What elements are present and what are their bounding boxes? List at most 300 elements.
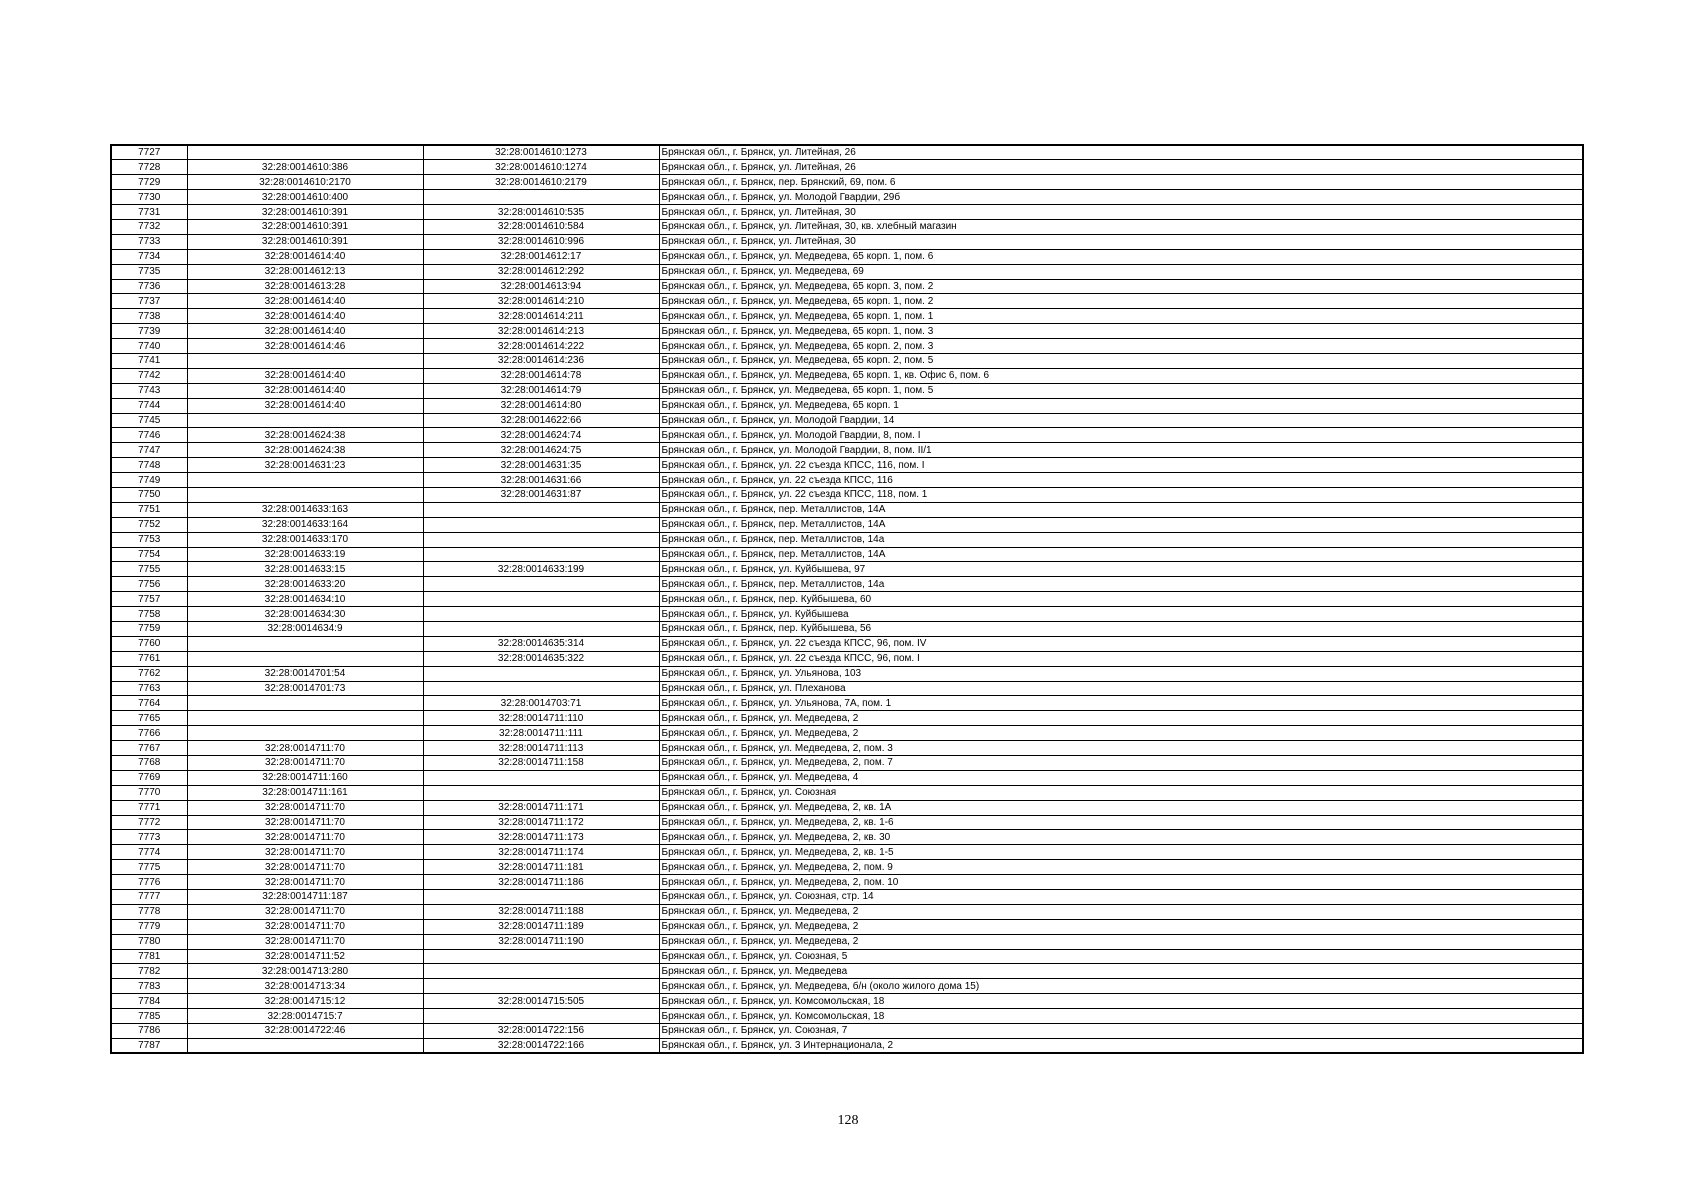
address-cell: Брянская обл., г. Брянск, ул. Медведева, б/н (около жилого дома 15): [659, 979, 1583, 994]
page-number: 128: [837, 1113, 859, 1128]
address-cell: Брянская обл., г. Брянск, ул. Литейная, 30: [659, 205, 1583, 220]
address-cell: Брянская обл., г. Брянск, ул. 22 съезда КПСС, 96, пом. IV: [659, 636, 1583, 651]
row-number-cell: 7777: [111, 890, 187, 905]
table-row: [111, 339, 1583, 354]
address-cell: Брянская обл., г. Брянск, ул. Молодой Гвардии, 14: [659, 413, 1583, 428]
table-row: [111, 458, 1583, 473]
address-cell: Брянская обл., г. Брянск, ул. Молодой Гвардии, 8, пом. I: [659, 428, 1583, 443]
row-number-cell: 7736: [111, 279, 187, 294]
building-cadastral-number-cell: 32:28:0014711:171: [423, 800, 659, 815]
table-row: [111, 875, 1583, 890]
building-cadastral-number-cell: 32:28:0014610:1274: [423, 160, 659, 175]
address-cell: Брянская обл., г. Брянск, ул. 22 съезда КПСС, 116: [659, 473, 1583, 488]
building-cadastral-number-cell: 32:28:0014610:996: [423, 234, 659, 249]
land-cadastral-number-cell: [187, 696, 423, 711]
table-row: [111, 815, 1583, 830]
land-cadastral-number-cell: [187, 353, 423, 368]
table-row: [111, 264, 1583, 279]
row-number-cell: 7762: [111, 666, 187, 681]
table-row: [111, 473, 1583, 488]
building-cadastral-number-cell: 32:28:0014614:210: [423, 294, 659, 309]
land-cadastral-number-cell: 32:28:0014711:70: [187, 875, 423, 890]
building-cadastral-number-cell: 32:28:0014631:35: [423, 458, 659, 473]
table-row: [111, 577, 1583, 592]
building-cadastral-number-cell: 32:28:0014711:190: [423, 934, 659, 949]
row-number-cell: 7752: [111, 517, 187, 532]
land-cadastral-number-cell: 32:28:0014633:20: [187, 577, 423, 592]
land-cadastral-number-cell: 32:28:0014711:70: [187, 845, 423, 860]
row-number-cell: 7763: [111, 681, 187, 696]
table-row: [111, 890, 1583, 905]
table-row: [111, 353, 1583, 368]
row-number-cell: 7728: [111, 160, 187, 175]
table-row: [111, 1009, 1583, 1024]
row-number-cell: 7730: [111, 190, 187, 205]
table-row: [111, 770, 1583, 785]
land-cadastral-number-cell: 32:28:0014711:187: [187, 890, 423, 905]
table-row: [111, 919, 1583, 934]
building-cadastral-number-cell: [423, 517, 659, 532]
land-cadastral-number-cell: 32:28:0014614:40: [187, 368, 423, 383]
building-cadastral-number-cell: [423, 190, 659, 205]
row-number-cell: 7781: [111, 949, 187, 964]
land-cadastral-number-cell: 32:28:0014614:46: [187, 339, 423, 354]
building-cadastral-number-cell: [423, 502, 659, 517]
table-row: [111, 368, 1583, 383]
building-cadastral-number-cell: [423, 770, 659, 785]
address-cell: Брянская обл., г. Брянск, ул. Медведева, 2, кв. 30: [659, 830, 1583, 845]
address-cell: Брянская обл., г. Брянск, ул. Медведева, 2, кв. 1-6: [659, 815, 1583, 830]
land-cadastral-number-cell: 32:28:0014711:70: [187, 756, 423, 771]
land-cadastral-number-cell: 32:28:0014711:70: [187, 919, 423, 934]
land-cadastral-number-cell: 32:28:0014610:386: [187, 160, 423, 175]
building-cadastral-number-cell: 32:28:0014610:2179: [423, 175, 659, 190]
table-row: [111, 398, 1583, 413]
table-row: [111, 487, 1583, 502]
building-cadastral-number-cell: [423, 607, 659, 622]
row-number-cell: 7744: [111, 398, 187, 413]
table-row: [111, 562, 1583, 577]
row-number-cell: 7765: [111, 711, 187, 726]
land-cadastral-number-cell: [187, 487, 423, 502]
row-number-cell: 7754: [111, 547, 187, 562]
land-cadastral-number-cell: 32:28:0014633:163: [187, 502, 423, 517]
building-cadastral-number-cell: [423, 681, 659, 696]
land-cadastral-number-cell: 32:28:0014624:38: [187, 428, 423, 443]
table-row: [111, 532, 1583, 547]
row-number-cell: 7737: [111, 294, 187, 309]
table-row: [111, 651, 1583, 666]
building-cadastral-number-cell: [423, 890, 659, 905]
table-row: [111, 711, 1583, 726]
building-cadastral-number-cell: [423, 547, 659, 562]
address-cell: Брянская обл., г. Брянск, ул. Медведева, 65 корп. 1: [659, 398, 1583, 413]
row-number-cell: 7787: [111, 1038, 187, 1053]
address-cell: Брянская обл., г. Брянск, ул. Куйбышева, 97: [659, 562, 1583, 577]
building-cadastral-number-cell: [423, 532, 659, 547]
address-cell: Брянская обл., г. Брянск, ул. Литейная, 30, кв. хлебный магазин: [659, 219, 1583, 234]
land-cadastral-number-cell: 32:28:0014711:70: [187, 860, 423, 875]
building-cadastral-number-cell: 32:28:0014711:174: [423, 845, 659, 860]
row-number-cell: 7756: [111, 577, 187, 592]
table-row: [111, 979, 1583, 994]
table-row: [111, 845, 1583, 860]
land-cadastral-number-cell: 32:28:0014701:73: [187, 681, 423, 696]
address-cell: Брянская обл., г. Брянск, ул. Медведева, 65 корп. 1, пом. 1: [659, 309, 1583, 324]
row-number-cell: 7757: [111, 592, 187, 607]
table-row: [111, 756, 1583, 771]
land-cadastral-number-cell: 32:28:0014711:70: [187, 934, 423, 949]
land-cadastral-number-cell: 32:28:0014711:70: [187, 815, 423, 830]
table-row: [111, 696, 1583, 711]
table-row: [111, 592, 1583, 607]
table-row: [111, 726, 1583, 741]
address-cell: Брянская обл., г. Брянск, ул. 3 Интернационала, 2: [659, 1038, 1583, 1053]
land-cadastral-number-cell: 32:28:0014610:391: [187, 234, 423, 249]
building-cadastral-number-cell: 32:28:0014722:166: [423, 1038, 659, 1053]
building-cadastral-number-cell: 32:28:0014715:505: [423, 994, 659, 1009]
row-number-cell: 7743: [111, 383, 187, 398]
land-cadastral-number-cell: 32:28:0014711:161: [187, 785, 423, 800]
table-row: [111, 428, 1583, 443]
land-cadastral-number-cell: [187, 1038, 423, 1053]
table-row: [111, 830, 1583, 845]
address-cell: Брянская обл., г. Брянск, ул. 22 съезда КПСС, 116, пом. I: [659, 458, 1583, 473]
land-cadastral-number-cell: 32:28:0014634:9: [187, 622, 423, 637]
building-cadastral-number-cell: [423, 666, 659, 681]
row-number-cell: 7727: [111, 145, 187, 160]
address-cell: Брянская обл., г. Брянск, ул. Комсомольская, 18: [659, 994, 1583, 1009]
land-cadastral-number-cell: 32:28:0014631:23: [187, 458, 423, 473]
row-number-cell: 7782: [111, 964, 187, 979]
land-cadastral-number-cell: [187, 145, 423, 160]
row-number-cell: 7740: [111, 339, 187, 354]
address-cell: Брянская обл., г. Брянск, ул. Союзная, стр. 14: [659, 890, 1583, 905]
table-row: [111, 413, 1583, 428]
row-number-cell: 7786: [111, 1024, 187, 1039]
address-cell: Брянская обл., г. Брянск, ул. Союзная, 7: [659, 1024, 1583, 1039]
row-number-cell: 7761: [111, 651, 187, 666]
row-number-cell: 7769: [111, 770, 187, 785]
address-cell: Брянская обл., г. Брянск, ул. Медведева, 2, кв. 1А: [659, 800, 1583, 815]
row-number-cell: 7773: [111, 830, 187, 845]
land-cadastral-number-cell: 32:28:0014610:391: [187, 219, 423, 234]
land-cadastral-number-cell: 32:28:0014713:280: [187, 964, 423, 979]
address-cell: Брянская обл., г. Брянск, ул. Медведева, 4: [659, 770, 1583, 785]
address-cell: Брянская обл., г. Брянск, ул. Медведева, 65 корп. 3, пом. 2: [659, 279, 1583, 294]
row-number-cell: 7745: [111, 413, 187, 428]
address-cell: Брянская обл., г. Брянск, ул. Медведева, 65 корп. 1, пом. 2: [659, 294, 1583, 309]
land-cadastral-number-cell: 32:28:0014701:54: [187, 666, 423, 681]
land-cadastral-number-cell: [187, 473, 423, 488]
building-cadastral-number-cell: 32:28:0014614:78: [423, 368, 659, 383]
table-row: [111, 1024, 1583, 1039]
address-cell: Брянская обл., г. Брянск, ул. Медведева, 65 корп. 1, пом. 6: [659, 249, 1583, 264]
address-cell: Брянская обл., г. Брянск, ул. Молодой Гвардии, 8, пом. II/1: [659, 443, 1583, 458]
building-cadastral-number-cell: [423, 785, 659, 800]
building-cadastral-number-cell: 32:28:0014722:156: [423, 1024, 659, 1039]
address-cell: Брянская обл., г. Брянск, пер. Металлистов, 14А: [659, 547, 1583, 562]
building-cadastral-number-cell: [423, 1009, 659, 1024]
address-cell: Брянская обл., г. Брянск, ул. Плеханова: [659, 681, 1583, 696]
building-cadastral-number-cell: [423, 622, 659, 637]
address-cell: Брянская обл., г. Брянск, ул. Союзная: [659, 785, 1583, 800]
address-cell: Брянская обл., г. Брянск, ул. 22 съезда КПСС, 118, пом. 1: [659, 487, 1583, 502]
row-number-cell: 7751: [111, 502, 187, 517]
address-cell: Брянская обл., г. Брянск, ул. Медведева, 65 корп. 2, пом. 3: [659, 339, 1583, 354]
address-cell: Брянская обл., г. Брянск, ул. Медведева, 2, пом. 3: [659, 741, 1583, 756]
land-cadastral-number-cell: [187, 711, 423, 726]
land-cadastral-number-cell: 32:28:0014614:40: [187, 309, 423, 324]
row-number-cell: 7760: [111, 636, 187, 651]
table-row: [111, 383, 1583, 398]
row-number-cell: 7774: [111, 845, 187, 860]
table-row: [111, 800, 1583, 815]
address-cell: Брянская обл., г. Брянск, ул. Ульянова, 103: [659, 666, 1583, 681]
building-cadastral-number-cell: 32:28:0014711:173: [423, 830, 659, 845]
building-cadastral-number-cell: 32:28:0014711:111: [423, 726, 659, 741]
land-cadastral-number-cell: 32:28:0014711:70: [187, 904, 423, 919]
address-cell: Брянская обл., г. Брянск, ул. Медведева, 2: [659, 919, 1583, 934]
table-row: [111, 949, 1583, 964]
row-number-cell: 7768: [111, 756, 187, 771]
property-table: [110, 144, 1584, 1054]
table-row: [111, 860, 1583, 875]
address-cell: Брянская обл., г. Брянск, пер. Металлистов, 14А: [659, 517, 1583, 532]
land-cadastral-number-cell: 32:28:0014713:34: [187, 979, 423, 994]
address-cell: Брянская обл., г. Брянск, ул. Медведева, 2: [659, 726, 1583, 741]
land-cadastral-number-cell: 32:28:0014612:13: [187, 264, 423, 279]
address-cell: Брянская обл., г. Брянск, ул. Куйбышева: [659, 607, 1583, 622]
address-cell: Брянская обл., г. Брянск, пер. Брянский, 69, пом. 6: [659, 175, 1583, 190]
table-row: [111, 294, 1583, 309]
land-cadastral-number-cell: 32:28:0014634:10: [187, 592, 423, 607]
table-row: [111, 785, 1583, 800]
row-number-cell: 7753: [111, 532, 187, 547]
building-cadastral-number-cell: 32:28:0014622:66: [423, 413, 659, 428]
land-cadastral-number-cell: 32:28:0014711:160: [187, 770, 423, 785]
table-row: [111, 502, 1583, 517]
address-cell: Брянская обл., г. Брянск, ул. Медведева, 2, пом. 9: [659, 860, 1583, 875]
address-cell: Брянская обл., г. Брянск, ул. Медведева, 65 корп. 1, кв. Офис 6, пом. 6: [659, 368, 1583, 383]
building-cadastral-number-cell: 32:28:0014711:188: [423, 904, 659, 919]
table-row: [111, 443, 1583, 458]
building-cadastral-number-cell: 32:28:0014610:535: [423, 205, 659, 220]
address-cell: Брянская обл., г. Брянск, ул. Медведева, 2, пом. 7: [659, 756, 1583, 771]
land-cadastral-number-cell: 32:28:0014711:52: [187, 949, 423, 964]
row-number-cell: 7733: [111, 234, 187, 249]
building-cadastral-number-cell: 32:28:0014614:222: [423, 339, 659, 354]
building-cadastral-number-cell: 32:28:0014610:584: [423, 219, 659, 234]
row-number-cell: 7746: [111, 428, 187, 443]
building-cadastral-number-cell: [423, 592, 659, 607]
address-cell: Брянская обл., г. Брянск, пер. Металлистов, 14А: [659, 502, 1583, 517]
row-number-cell: 7731: [111, 205, 187, 220]
building-cadastral-number-cell: 32:28:0014703:71: [423, 696, 659, 711]
table-row: [111, 324, 1583, 339]
land-cadastral-number-cell: 32:28:0014711:70: [187, 830, 423, 845]
row-number-cell: 7729: [111, 175, 187, 190]
building-cadastral-number-cell: 32:28:0014635:314: [423, 636, 659, 651]
row-number-cell: 7766: [111, 726, 187, 741]
land-cadastral-number-cell: 32:28:0014610:400: [187, 190, 423, 205]
building-cadastral-number-cell: 32:28:0014624:75: [423, 443, 659, 458]
row-number-cell: 7784: [111, 994, 187, 1009]
land-cadastral-number-cell: 32:28:0014610:2170: [187, 175, 423, 190]
address-cell: Брянская обл., г. Брянск, ул. Медведева, 2, кв. 1-5: [659, 845, 1583, 860]
building-cadastral-number-cell: 32:28:0014711:158: [423, 756, 659, 771]
row-number-cell: 7776: [111, 875, 187, 890]
building-cadastral-number-cell: 32:28:0014612:292: [423, 264, 659, 279]
land-cadastral-number-cell: 32:28:0014614:40: [187, 249, 423, 264]
building-cadastral-number-cell: 32:28:0014711:110: [423, 711, 659, 726]
building-cadastral-number-cell: 32:28:0014612:17: [423, 249, 659, 264]
row-number-cell: 7779: [111, 919, 187, 934]
row-number-cell: 7767: [111, 741, 187, 756]
address-cell: Брянская обл., г. Брянск, ул. Медведева, 65 корп. 2, пом. 5: [659, 353, 1583, 368]
land-cadastral-number-cell: [187, 413, 423, 428]
row-number-cell: 7732: [111, 219, 187, 234]
address-cell: Брянская обл., г. Брянск, ул. Медведева, 69: [659, 264, 1583, 279]
land-cadastral-number-cell: 32:28:0014624:38: [187, 443, 423, 458]
address-cell: Брянская обл., г. Брянск, пер. Куйбышева, 60: [659, 592, 1583, 607]
row-number-cell: 7747: [111, 443, 187, 458]
address-cell: Брянская обл., г. Брянск, ул. Литейная, 26: [659, 160, 1583, 175]
table-row: [111, 547, 1583, 562]
row-number-cell: 7764: [111, 696, 187, 711]
building-cadastral-number-cell: 32:28:0014711:172: [423, 815, 659, 830]
property-table-body: [111, 145, 1583, 1053]
land-cadastral-number-cell: 32:28:0014634:30: [187, 607, 423, 622]
land-cadastral-number-cell: 32:28:0014614:40: [187, 294, 423, 309]
building-cadastral-number-cell: [423, 964, 659, 979]
row-number-cell: 7735: [111, 264, 187, 279]
building-cadastral-number-cell: 32:28:0014613:94: [423, 279, 659, 294]
row-number-cell: 7785: [111, 1009, 187, 1024]
land-cadastral-number-cell: 32:28:0014633:15: [187, 562, 423, 577]
table-row: [111, 145, 1583, 160]
row-number-cell: 7775: [111, 860, 187, 875]
land-cadastral-number-cell: [187, 726, 423, 741]
table-row: [111, 160, 1583, 175]
building-cadastral-number-cell: 32:28:0014711:181: [423, 860, 659, 875]
row-number-cell: 7755: [111, 562, 187, 577]
table-row: [111, 666, 1583, 681]
building-cadastral-number-cell: 32:28:0014711:113: [423, 741, 659, 756]
land-cadastral-number-cell: 32:28:0014614:40: [187, 383, 423, 398]
table-row: [111, 234, 1583, 249]
table-row: [111, 175, 1583, 190]
table-row: [111, 904, 1583, 919]
land-cadastral-number-cell: 32:28:0014614:40: [187, 324, 423, 339]
address-cell: Брянская обл., г. Брянск, ул. Молодой Гвардии, 29б: [659, 190, 1583, 205]
table-row: [111, 190, 1583, 205]
building-cadastral-number-cell: 32:28:0014711:189: [423, 919, 659, 934]
address-cell: Брянская обл., г. Брянск, ул. Медведева, 2: [659, 934, 1583, 949]
building-cadastral-number-cell: 32:28:0014614:236: [423, 353, 659, 368]
land-cadastral-number-cell: 32:28:0014633:164: [187, 517, 423, 532]
row-number-cell: 7772: [111, 815, 187, 830]
address-cell: Брянская обл., г. Брянск, ул. Медведева, 2, пом. 10: [659, 875, 1583, 890]
land-cadastral-number-cell: 32:28:0014633:170: [187, 532, 423, 547]
land-cadastral-number-cell: 32:28:0014614:40: [187, 398, 423, 413]
table-row: [111, 636, 1583, 651]
building-cadastral-number-cell: 32:28:0014614:80: [423, 398, 659, 413]
row-number-cell: 7739: [111, 324, 187, 339]
address-cell: Брянская обл., г. Брянск, ул. Литейная, 26: [659, 145, 1583, 160]
address-cell: Брянская обл., г. Брянск, ул. Комсомольская, 18: [659, 1009, 1583, 1024]
address-cell: Брянская обл., г. Брянск, ул. Союзная, 5: [659, 949, 1583, 964]
address-cell: Брянская обл., г. Брянск, ул. Ульянова, 7А, пом. 1: [659, 696, 1583, 711]
land-cadastral-number-cell: 32:28:0014613:28: [187, 279, 423, 294]
table-row: [111, 681, 1583, 696]
row-number-cell: 7778: [111, 904, 187, 919]
table-row: [111, 607, 1583, 622]
table-row: [111, 309, 1583, 324]
address-cell: Брянская обл., г. Брянск, пер. Металлистов, 14а: [659, 532, 1583, 547]
land-cadastral-number-cell: 32:28:0014715:12: [187, 994, 423, 1009]
table-row: [111, 249, 1583, 264]
row-number-cell: 7750: [111, 487, 187, 502]
row-number-cell: 7749: [111, 473, 187, 488]
building-cadastral-number-cell: [423, 979, 659, 994]
land-cadastral-number-cell: [187, 636, 423, 651]
table-row: [111, 934, 1583, 949]
address-cell: Брянская обл., г. Брянск, ул. Медведева, 2: [659, 711, 1583, 726]
table-row: [111, 741, 1583, 756]
building-cadastral-number-cell: 32:28:0014614:211: [423, 309, 659, 324]
table-row: [111, 219, 1583, 234]
land-cadastral-number-cell: 32:28:0014715:7: [187, 1009, 423, 1024]
table-row: [111, 622, 1583, 637]
building-cadastral-number-cell: 32:28:0014614:213: [423, 324, 659, 339]
address-cell: Брянская обл., г. Брянск, ул. Медведева, 2: [659, 904, 1583, 919]
address-cell: Брянская обл., г. Брянск, ул. Медведева, 65 корп. 1, пом. 3: [659, 324, 1583, 339]
building-cadastral-number-cell: 32:28:0014624:74: [423, 428, 659, 443]
land-cadastral-number-cell: 32:28:0014722:46: [187, 1024, 423, 1039]
row-number-cell: 7738: [111, 309, 187, 324]
table-row: [111, 994, 1583, 1009]
building-cadastral-number-cell: 32:28:0014631:66: [423, 473, 659, 488]
row-number-cell: 7758: [111, 607, 187, 622]
address-cell: Брянская обл., г. Брянск, пер. Куйбышева, 56: [659, 622, 1583, 637]
row-number-cell: 7741: [111, 353, 187, 368]
building-cadastral-number-cell: 32:28:0014610:1273: [423, 145, 659, 160]
table-row: [111, 517, 1583, 532]
address-cell: Брянская обл., г. Брянск, ул. Медведева: [659, 964, 1583, 979]
table-row: [111, 279, 1583, 294]
land-cadastral-number-cell: 32:28:0014711:70: [187, 741, 423, 756]
building-cadastral-number-cell: 32:28:0014635:322: [423, 651, 659, 666]
row-number-cell: 7748: [111, 458, 187, 473]
table-row: [111, 1038, 1583, 1053]
address-cell: Брянская обл., г. Брянск, пер. Металлистов, 14а: [659, 577, 1583, 592]
row-number-cell: 7780: [111, 934, 187, 949]
row-number-cell: 7770: [111, 785, 187, 800]
row-number-cell: 7759: [111, 622, 187, 637]
row-number-cell: 7771: [111, 800, 187, 815]
table-row: [111, 964, 1583, 979]
building-cadastral-number-cell: 32:28:0014633:199: [423, 562, 659, 577]
address-cell: Брянская обл., г. Брянск, ул. Литейная, 30: [659, 234, 1583, 249]
address-cell: Брянская обл., г. Брянск, ул. 22 съезда КПСС, 96, пом. I: [659, 651, 1583, 666]
building-cadastral-number-cell: [423, 577, 659, 592]
address-cell: Брянская обл., г. Брянск, ул. Медведева, 65 корп. 1, пом. 5: [659, 383, 1583, 398]
table-row: [111, 205, 1583, 220]
building-cadastral-number-cell: [423, 949, 659, 964]
building-cadastral-number-cell: 32:28:0014711:186: [423, 875, 659, 890]
land-cadastral-number-cell: 32:28:0014711:70: [187, 800, 423, 815]
